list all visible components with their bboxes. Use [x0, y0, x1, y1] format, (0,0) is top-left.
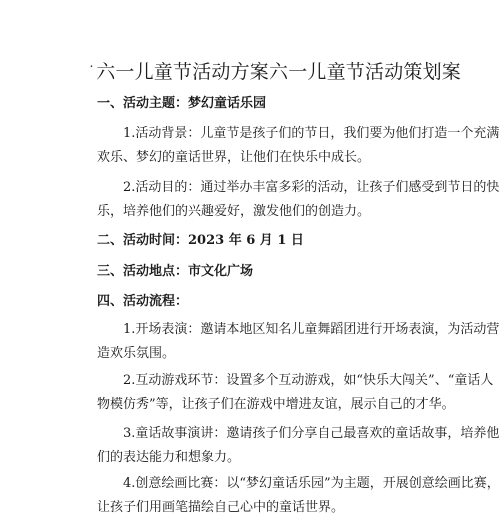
paragraph-opening: [97, 318, 500, 366]
paragraph-background: [97, 122, 500, 170]
paragraph-purpose: [97, 176, 500, 224]
section-heading-process: 四、活动流程：: [97, 294, 189, 309]
section-heading-location: 三、活动地点：市文化广场: [97, 264, 254, 279]
title-text: 六一儿童节活动方案六一儿童节活动策划案: [96, 61, 462, 83]
paragraph-line: 1.活动背景：儿童节是孩子们的节日，我们要为他们打造一个充满: [123, 126, 500, 141]
title-marker: ˙: [88, 64, 96, 80]
paragraph-line: 2.互动游戏环节：设置多个互动游戏，如“快乐大闯关”、“童话人: [123, 373, 494, 388]
paragraph-line: 物模仿秀”等，让孩子们在游戏中增进友谊，展示自己的才华。: [97, 397, 455, 412]
paragraph-line: 造欢乐氛围。: [97, 346, 176, 361]
paragraph-games: [97, 369, 494, 417]
paragraph-line: 2.活动目的：通过举办丰富多彩的活动，让孩子们感受到节日的快: [123, 180, 500, 195]
document-title: [88, 58, 462, 86]
paragraph-line: 3.童话故事演讲：邀请孩子们分享自己最喜欢的童话故事，培养他: [123, 426, 500, 441]
paragraph-line: 乐，培养他们的兴趣爱好，激发他们的创造力。: [97, 204, 371, 219]
paragraph-painting: [97, 472, 500, 520]
paragraph-line: 们的表达能力和想象力。: [97, 450, 241, 465]
paragraph-line: 让孩子们用画笔描绘自己心中的童话世界。: [97, 500, 345, 515]
paragraph-line: 4.创意绘画比赛：以“梦幻童话乐园”为主题，开展创意绘画比赛，: [123, 476, 500, 491]
paragraph-line: 欢乐、梦幻的童话世界，让他们在快乐中成长。: [97, 150, 371, 165]
section-heading-time: 二、活动时间：2023 年 6 月 1 日: [97, 233, 304, 248]
paragraph-storytelling: [97, 422, 500, 470]
section-heading-theme: 一、活动主题：梦幻童话乐园: [97, 96, 267, 111]
paragraph-line: 1.开场表演：邀请本地区知名儿童舞蹈团进行开场表演，为活动营: [123, 322, 500, 337]
